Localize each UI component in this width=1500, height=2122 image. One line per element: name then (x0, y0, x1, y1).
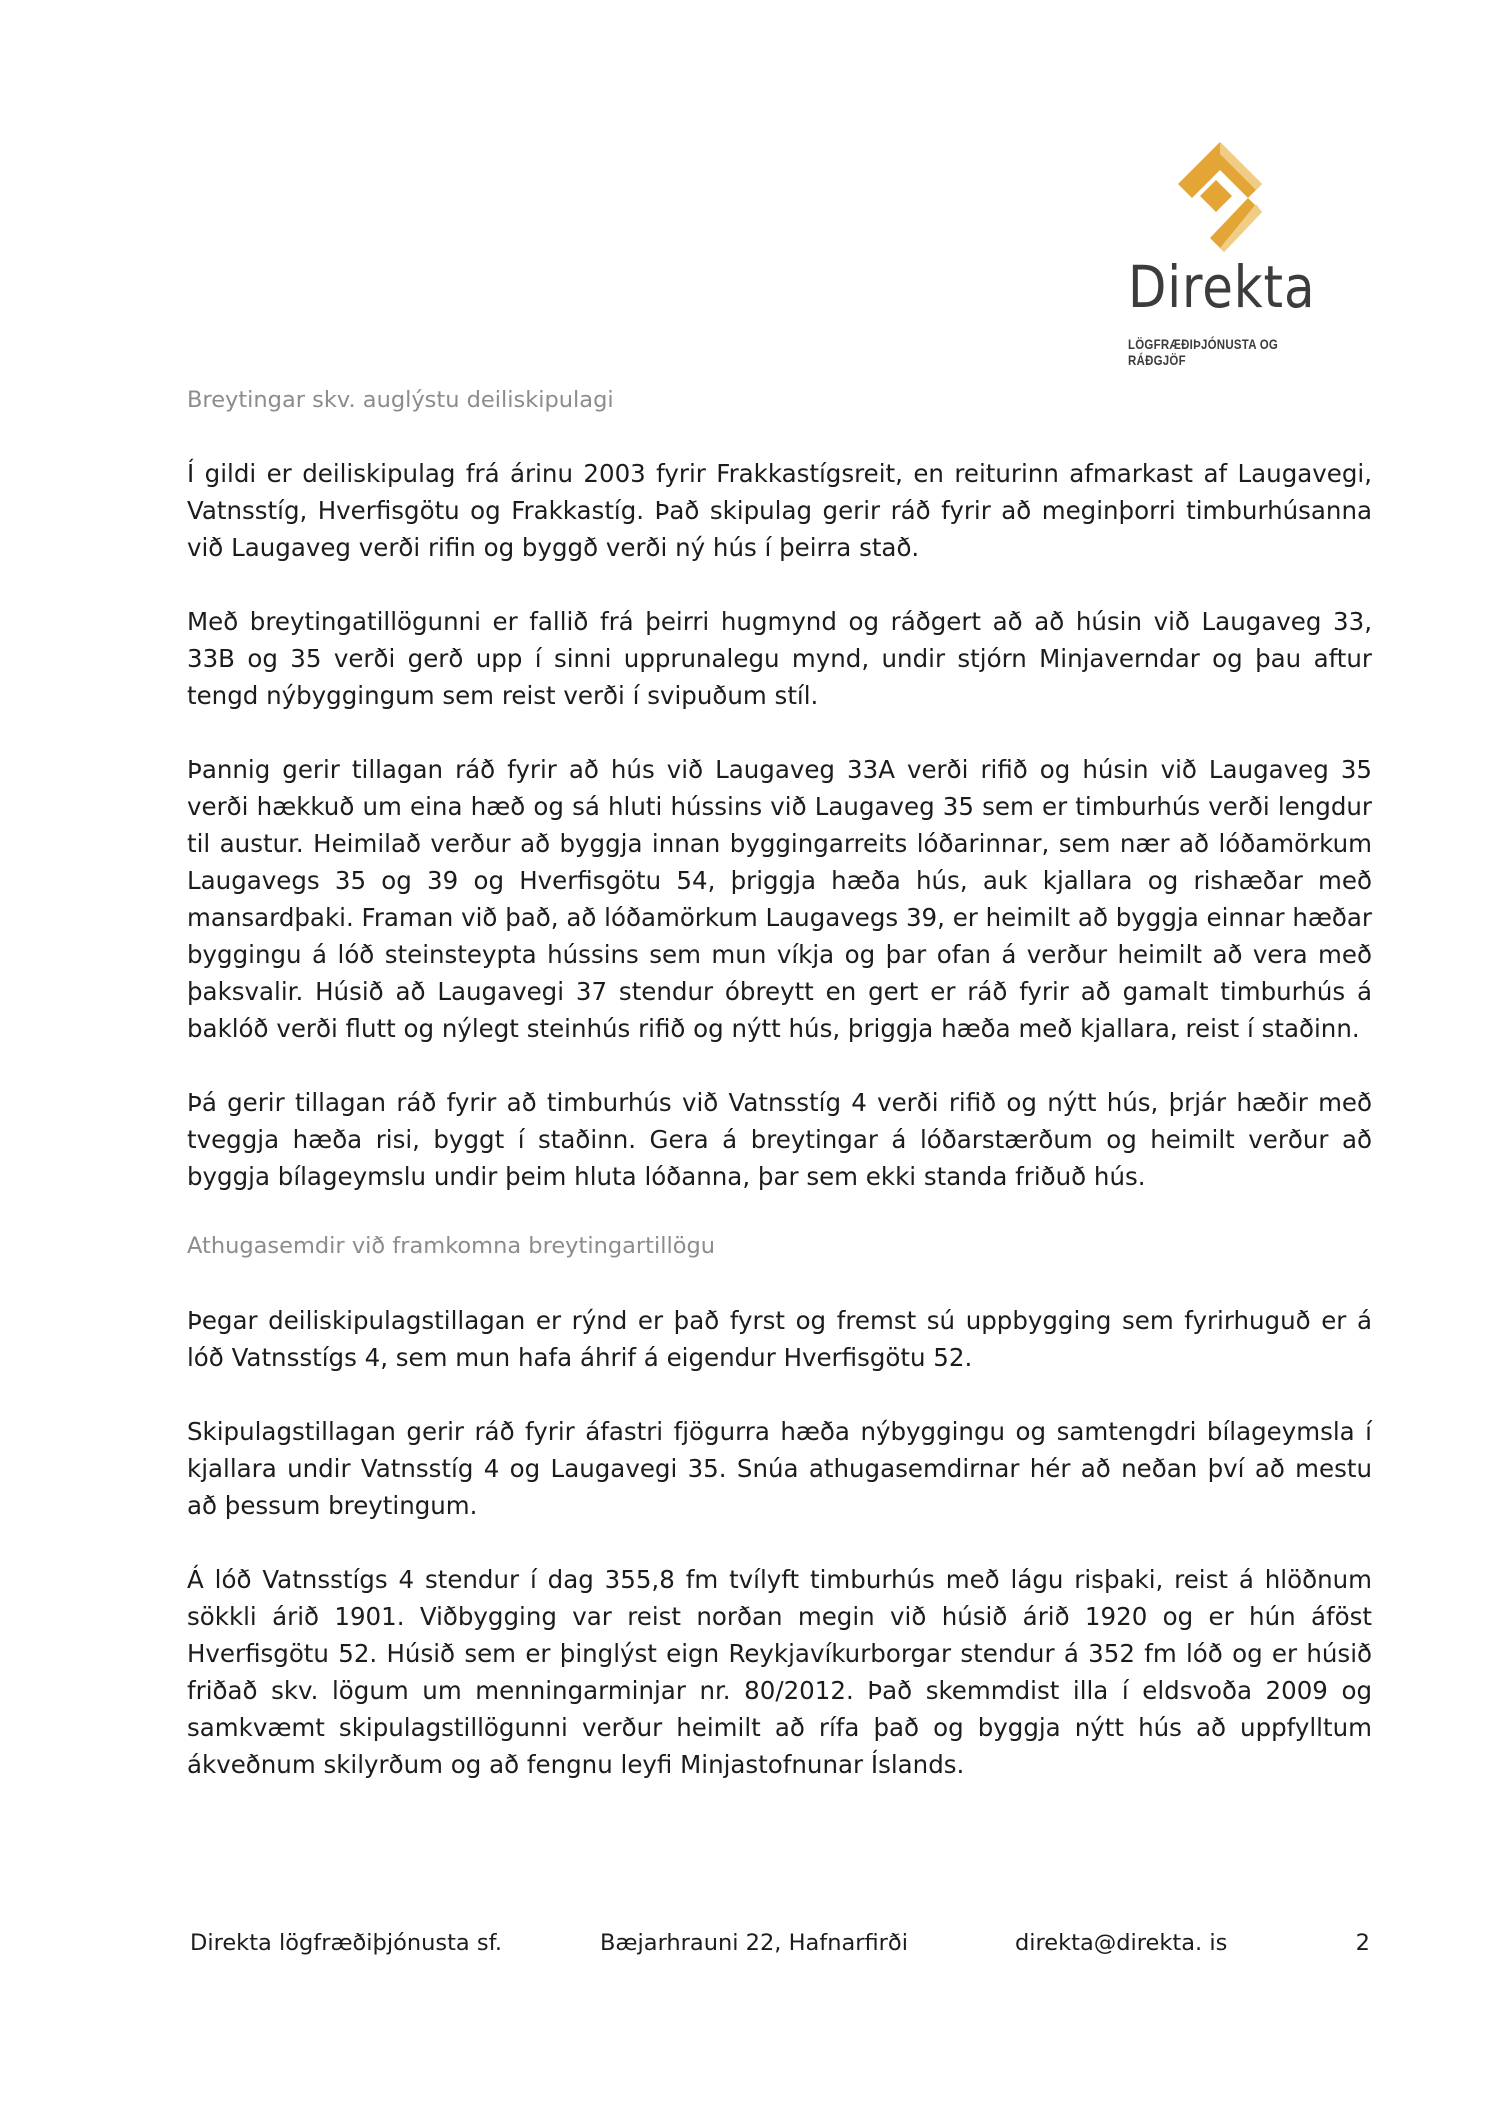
paragraph: Í gildi er deiliskipulag frá árinu 2003 fyrir Frakkastígsreit, en reiturinn afmarkast af Laugavegi, Vatnsstíg, Hverfisgötu og Frakkastíg. Það skipulag gerir ráð fyrir að meginþorri timburhúsanna við Laugaveg verði rifin og byggð verði ný hús í þeirra stað. (187, 459, 1372, 563)
section-heading-changes: Breytingar skv. auglýstu deiliskipulagi (187, 387, 614, 413)
section-heading-comments: Athugasemdir við framkomna breytingartillögu (187, 1233, 716, 1260)
paragraph: Þá gerir tillagan ráð fyrir að timburhús við Vatnsstíg 4 verði rifið og nýtt hús, þrjár hæðir með tveggja hæða risi, byggt í staðinn. Gera á breytingar á lóðarstærðum og heimilt verður að byggja bílageymslu undir þeim hluta lóðanna, þar sem ekki standa friðuð hús. (187, 1088, 1372, 1192)
paragraph: Þannig gerir tillagan ráð fyrir að hús við Laugaveg 33A verði rifið og húsin við Laugaveg 35 verði hækkuð um eina hæð og sá hluti hússins við Laugaveg 35 sem er timburhús verði lengdur til austur. Heimilað verður að byggja innan byggingarreits lóðarinnar, sem nær að lóðamörkum Laugavegs 35 og 39 og Hverfisgötu 54, þriggja hæða hús, auk kjallara og rishæðar með mansardþaki. Framan við það, að lóðamörkum Laugavegs 39, er heimilt að byggja einnar hæðar byggingu á lóð steinsteypta hússins sem mun víkja og þar ofan á verður heimilt að vera með þaksvalir. Húsið að Laugavegi 37 stendur óbreytt en gert er ráð fyrir að gamalt timburhús á baklóð verði flutt og nýlegt steinhús rifið og nýtt hús, þriggja hæða með kjallara, reist í staðinn. (187, 755, 1372, 1044)
footer-address: Bæjarhrauni 22, Hafnarfirði (600, 1930, 908, 1956)
paragraph: Með breytingatillögunni er fallið frá þeirri hugmynd og ráðgert að að húsin við Laugaveg 33, 33B og 35 verði gerð upp í sinni upprunalegu mynd, undir stjórn Minjaverndar og þau aftur tengd nýbyggingum sem reist verði í svipuðum stíl. (187, 607, 1372, 711)
paragraph: Þegar deiliskipulagstillagan er rýnd er það fyrst og fremst sú uppbygging sem fyrirhuguð er á lóð Vatnsstígs 4, sem mun hafa áhrif á eigendur Hverfisgötu 52. (187, 1305, 1372, 1372)
page-footer (190, 1930, 1370, 1970)
paragraph: Skipulagstillagan gerir ráð fyrir áfastri fjögurra hæða nýbyggingu og samtengdri bílageymsla í kjallara undir Vatnsstíg 4 og Laugavegi 35. Snúa athugasemdirnar hér að neðan því að mestu að þessum breytingum. (187, 1416, 1372, 1520)
document-body (187, 386, 1372, 1820)
footer-email: direkta@direkta. is (1015, 1930, 1228, 1956)
logo-tagline: LÖGFRÆÐIÞJÓNUSTA OG RÁÐGJÖF (1128, 336, 1279, 368)
paragraph: Á lóð Vatnsstígs 4 stendur í dag 355,8 fm tvílyft timburhús með lágu risþaki, reist á hlöðnum sökkli árið 1901. Viðbygging var reist norðan megin við húsið árið 1920 og er hún áföst Hverfisgötu 52. Húsið sem er þinglýst eign Reykjavíkurborgar stendur á 352 fm lóð og er húsið friðað skv. lögum um menningarminjar nr. 80/2012. Það skemmdist illa í eldsvoða 2009 og samkvæmt skipulagstillögunni verður heimilt að rífa það og byggja nýtt hús að uppfylltum ákveðnum skilyrðum og að fengnu leyfi Minjastofnunar Íslands. (187, 1564, 1372, 1779)
direkta-diamond-icon (1160, 140, 1280, 258)
logo-name: Direkta (1128, 253, 1316, 321)
logo (1110, 140, 1350, 368)
page-number: 2 (1355, 1930, 1370, 1956)
footer-company: Direkta lögfræðiþjónusta sf. (190, 1930, 503, 1956)
